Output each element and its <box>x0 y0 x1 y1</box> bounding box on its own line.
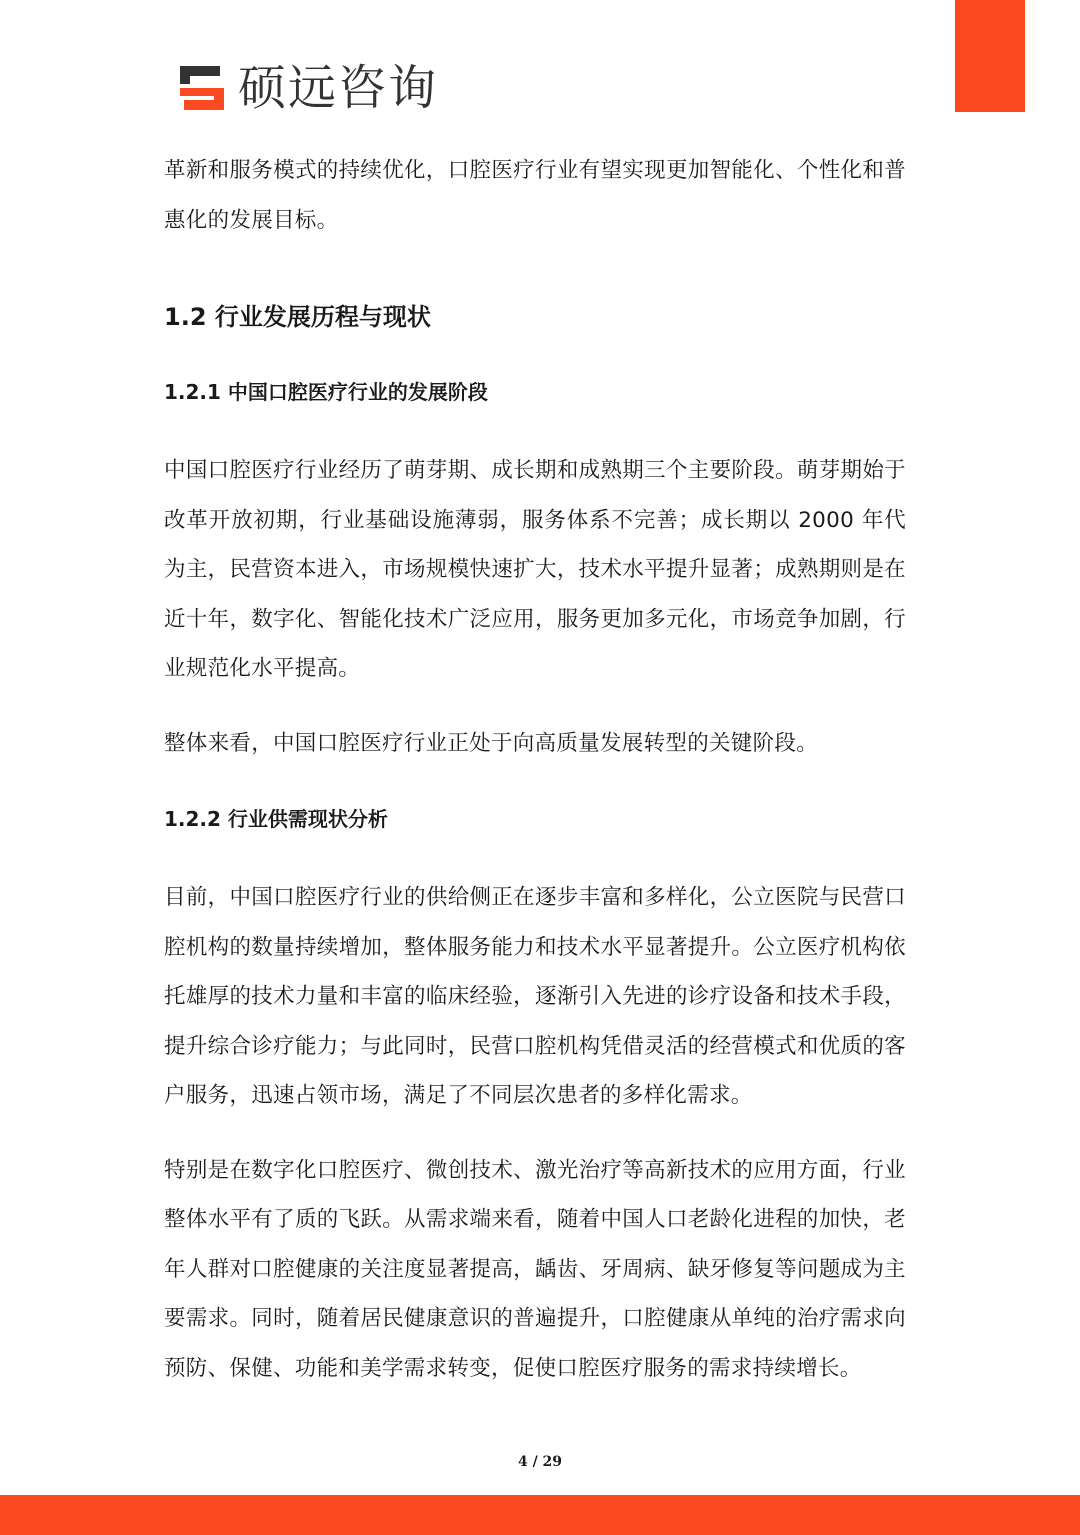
brand-name: 硕远咨询 <box>238 60 439 116</box>
paragraph-demand-side: 特别是在数字化口腔医疗、微创技术、激光治疗等高新技术的应用方面，行业整体水平有了质的飞跃。从需求端来看，随着中国人口老龄化进程的加快，老年人群对口腔健康的关注度显著提高，龋齿、牙周病、缺牙修复等问题成为主要需求。同时，随着居民健康意识的普遍提升，口腔健康从单纯的治疗需求向预防、保健、功能和美学需求转变，促使口腔医疗服务的需求持续增长。 <box>164 1157 906 1381</box>
company-logo-icon <box>176 62 228 114</box>
section-heading-1-2-2: 1.2.2 行业供需现状分析 <box>164 807 388 831</box>
intro-paragraph: 革新和服务模式的持续优化，口腔医疗行业有望实现更加智能化、个性化和普惠化的发展目标。 <box>164 158 906 233</box>
page-number: 4 / 29 <box>517 1454 563 1470</box>
document-body <box>164 146 906 1393</box>
paragraph-overall-assessment: 整体来看，中国口腔医疗行业正处于向高质量发展转型的关键阶段。 <box>164 730 819 756</box>
brand-logo <box>176 58 438 118</box>
paragraph-supply-side: 目前，中国口腔医疗行业的供给侧正在逐步丰富和多样化，公立医院与民营口腔机构的数量持续增加，整体服务能力和技术水平显著提升。公立医疗机构依托雄厚的技术力量和丰富的临床经验，逐渐引入先进的诊疗设备和技术手段，提升综合诊疗能力；与此同时，民营口腔机构凭借灵活的经营模式和优质的客户服务，迅速占领市场，满足了不同层次患者的多样化需求。 <box>164 885 906 1108</box>
corner-accent-tab <box>955 0 1025 112</box>
section-heading-1-2-1: 1.2.1 中国口腔医疗行业的发展阶段 <box>164 380 488 404</box>
footer-accent-bar <box>0 1495 1080 1535</box>
section-heading-1-2: 1.2 行业发展历程与现状 <box>164 303 431 331</box>
paragraph-development-stages: 中国口腔医疗行业经历了萌芽期、成长期和成熟期三个主要阶段。萌芽期始于改革开放初期，行业基础设施薄弱，服务体系不完善；成长期以 2000 年代为主，民营资本进入，市场规模快速扩大，技术水平提升显著；成熟期则是在近十年，数字化、智能化技术广泛应用，服务更加多元化，市场竞争加剧，行业规范化水平提高。 <box>164 458 906 681</box>
